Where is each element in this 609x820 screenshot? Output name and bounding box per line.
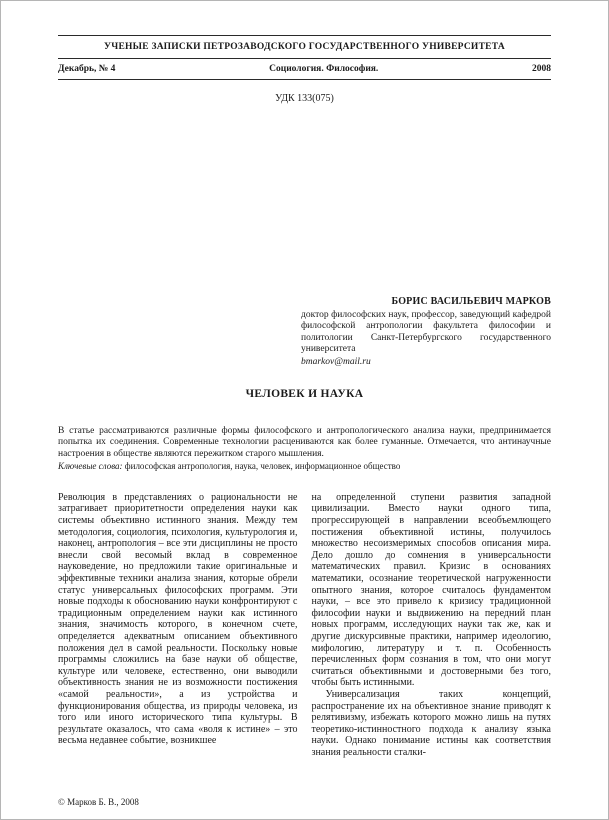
author-email: bmarkov@mail.ru (301, 356, 371, 367)
header-bottom-rule (58, 79, 551, 80)
issue-info-row (58, 59, 551, 79)
keywords-label: Ключевые слова: (58, 460, 123, 471)
udk-code: УДК 133(075) (275, 93, 334, 104)
issue-section: Социология. Философия. (269, 64, 379, 74)
copyright-notice: © Марков Б. В., 2008 (58, 797, 139, 807)
issue-date: Декабрь, № 4 (58, 64, 116, 74)
body-column-left: Революция в представлениях о рациональности не затрагивает приоритетности определения науки как системы объективно истинного знания. Между тем методология, социология, психология, культурология и, наконец, антропология – все эти дисциплины не просто внесли свой весомый вклад в современное науковедение, но предложили такие оригинальные и эффективные техники анализа знания, которые обрели статус универсальных философских программ. Эти новые подходы к обоснованию науки конфронтируют с традиционным определением науки как истинного знания, значимость которого, в конечном счете, определяется адекватным описанием объективного положения дел в самой реальности. Поскольку новые программы сложились на базе науки об обществе, культуре или человеке, естественно, они выводили объективность знания не из возможности постижения «самой реальности», а из устройства и функционирования общества, из природы человека, из того или иного исторического типа культуры. В результате оказалось, что сама «воля к истине» – это весьма недавнее событие, возникшее (58, 491, 298, 747)
keywords-list: философская антропология, наука, человек, информационное общество (124, 460, 401, 471)
body-column-right (312, 492, 552, 759)
body-columns (58, 492, 551, 759)
body-paragraph-continuation: на определенной ступени развития западной цивилизации. Вместо науки одного типа, прогрессирующей в направлении всеобъемлющего постижения объективной истины, получилось множество несоизмеримых способов описания мира. Дело дошло до сомнения в универсальности математических правил. Кризис в основаниях математики, осознание теоретической нагруженности опытного знания, которое считалось фундаментом науки, – все это привело к кризису традиционной философии науки и выдвижению на передний план новых программ, исследующих науки так же, как и другие дискурсивные практики, например идеологию, мифологию, литературу и т. п. Особенность перечисленных форм сознания в том, что они могут считаться объективными и достоверными без того, чтобы быть истинными. (311, 491, 551, 689)
article-title: ЧЕЛОВЕК И НАУКА (245, 388, 364, 400)
body-paragraph-new: Универсализация таких концепций, распространение их на объективное знание приводят к релятивизму, избежать которого можно лишь на путях теоретико-истинностного подхода к анализу языка науки. Однако понимание истины как соответствия знания реальности сталки- (311, 688, 551, 758)
issue-year: 2008 (532, 64, 551, 74)
author-block (301, 296, 551, 368)
article-abstract: В статье рассматриваются различные формы философского и антропологического анализа науки, предпринимается попытка их соединения. Современные технологии расцениваются как более гуманные. Отмечается, что антинаучные настроения в обществе являются пережитком старого мышления. (58, 426, 551, 459)
journal-title: УЧЕНЫЕ ЗАПИСКИ ПЕТРОЗАВОДСКОГО ГОСУДАРСТВЕННОГО УНИВЕРСИТЕТА (104, 42, 505, 52)
author-affiliation: доктор философских наук, профессор, заведующий кафедрой философской антропологии факультета философии и политологии Санкт-Петербургского государственного университета (301, 309, 551, 354)
keywords-line (58, 461, 551, 472)
author-name: БОРИС ВАСИЛЬЕВИЧ МАРКОВ (391, 296, 551, 307)
